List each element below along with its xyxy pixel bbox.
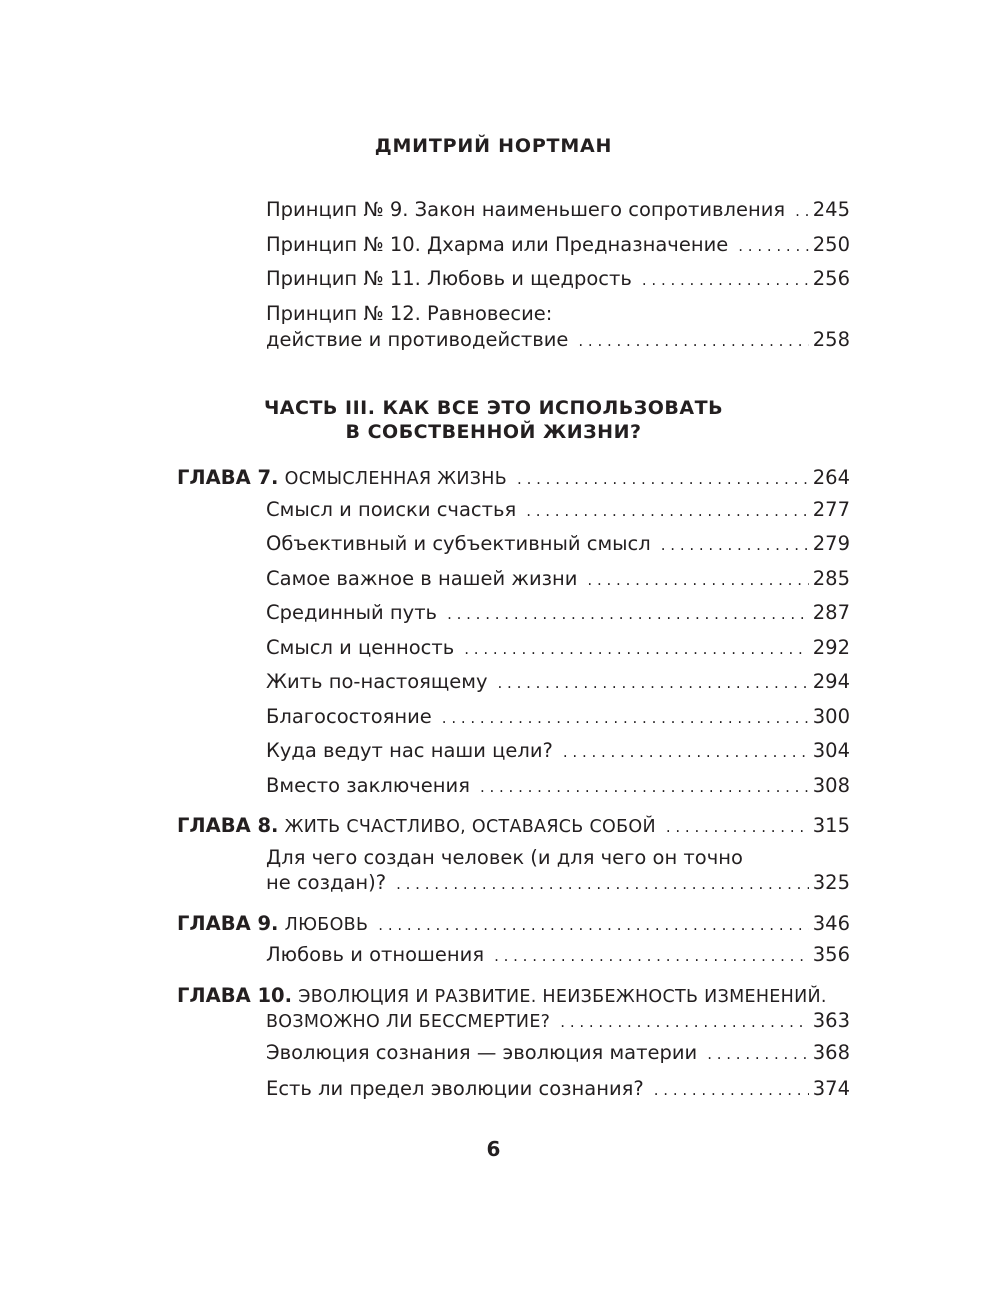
toc-chapter-line1	[177, 984, 827, 1009]
toc-entry-page: 245	[812, 198, 850, 221]
toc-entry-page: 277	[812, 498, 850, 521]
toc-entry-page: 308	[812, 774, 850, 797]
toc-entry[interactable]	[266, 943, 850, 968]
toc-chapter-entry[interactable]	[177, 814, 850, 839]
toc-entry[interactable]	[266, 267, 850, 292]
toc-entry-title-line1: Для чего создан человек (и для чего он точно	[266, 846, 743, 869]
chapter-title: ЛЮБОВЬ	[284, 915, 369, 935]
toc-chapter-entry[interactable]	[177, 912, 850, 937]
toc-entry[interactable]	[266, 233, 850, 258]
toc-entry[interactable]	[266, 774, 850, 799]
dot-leader	[447, 602, 809, 626]
dot-leader	[578, 329, 808, 353]
part-heading-line1: ЧАСТЬ III. КАК ВСЕ ЭТО ИСПОЛЬЗОВАТЬ	[263, 397, 724, 419]
toc-entry[interactable]	[266, 567, 850, 592]
toc-entry-title: Смысл и ценность	[266, 636, 455, 659]
toc-entry[interactable]	[266, 532, 850, 557]
dot-leader	[560, 1010, 808, 1034]
toc-entry[interactable]	[266, 705, 850, 730]
dot-leader	[642, 268, 809, 292]
toc-entry[interactable]	[266, 328, 850, 353]
toc-entry[interactable]	[266, 1077, 850, 1102]
toc-entry-title: Есть ли предел эволюции сознания?	[266, 1077, 644, 1100]
chapter-title: ЖИТЬ СЧАСТЛИВО, ОСТАВАЯСЬ СОБОЙ	[284, 817, 656, 837]
toc-entry-title: Вместо заключения	[266, 774, 470, 797]
dot-leader	[587, 568, 808, 592]
toc-entry-page: 294	[812, 670, 850, 693]
toc-entry-page: 300	[812, 705, 850, 728]
toc-entry-title: Принцип № 11. Любовь и щедрость	[266, 267, 632, 290]
toc-entry-title: не создан)?	[266, 871, 387, 894]
dot-leader	[654, 1078, 809, 1102]
toc-entry[interactable]	[266, 739, 850, 764]
toc-entry-page: 356	[812, 943, 850, 966]
toc-entry-page: 292	[812, 636, 850, 659]
chapter-label: ГЛАВА 10.	[177, 984, 293, 1007]
toc-entry-title: Принцип № 10. Дхарма или Предназначение	[266, 233, 729, 256]
chapter-title: ОСМЫСЛЕННАЯ ЖИЗНЬ	[284, 469, 508, 489]
toc-chapter-entry[interactable]	[177, 466, 850, 491]
toc-entry-title: Любовь и отношения	[266, 943, 485, 966]
dot-leader	[378, 913, 808, 937]
dot-leader	[464, 637, 809, 661]
dot-leader	[661, 533, 809, 557]
toc-chapter-entry[interactable]	[266, 1009, 850, 1034]
chapter-title: ВОЗМОЖНО ЛИ БЕССМЕРТИЕ?	[266, 1012, 551, 1032]
toc-entry-page: 285	[812, 567, 850, 590]
page-number: 6	[486, 1137, 501, 1161]
toc-entry-page: 264	[812, 466, 850, 489]
toc-entry-page: 374	[812, 1077, 850, 1100]
dot-leader	[498, 671, 809, 695]
toc-entry-title: Благосостояние	[266, 705, 432, 728]
dot-leader	[526, 499, 809, 523]
toc-entry[interactable]	[266, 670, 850, 695]
toc-entry[interactable]	[266, 498, 850, 523]
toc-entry-page: 304	[812, 739, 850, 762]
toc-entry[interactable]	[266, 601, 850, 626]
toc-entry-title: Самое важное в нашей жизни	[266, 567, 578, 590]
dot-leader	[707, 1042, 809, 1066]
toc-entry[interactable]	[266, 1041, 850, 1066]
toc-entry-page: 363	[812, 1009, 850, 1032]
toc-entry-title: Куда ведут нас наши цели?	[266, 739, 553, 762]
toc-entry-title: Смысл и поиски счастья	[266, 498, 517, 521]
toc-entry-page: 315	[812, 814, 850, 837]
chapter-title-line1: ЭВОЛЮЦИЯ И РАЗВИТИЕ. НЕИЗБЕЖНОСТЬ ИЗМЕНЕНИЙ.	[298, 987, 827, 1007]
toc-entry-page: 258	[812, 328, 850, 351]
toc-entry-title: Эволюция сознания — эволюция материи	[266, 1041, 698, 1064]
dot-leader	[494, 944, 809, 968]
toc-entry-title: Срединный путь	[266, 601, 438, 624]
dot-leader	[738, 234, 809, 258]
chapter-label: ГЛАВА 7.	[177, 466, 279, 489]
toc-entry-title: Принцип № 9. Закон наименьшего сопротивления	[266, 198, 786, 221]
dot-leader	[480, 775, 809, 799]
toc-entry[interactable]	[266, 636, 850, 661]
toc-entry-page: 256	[812, 267, 850, 290]
part-heading-line2: В СОБСТВЕННОЙ ЖИЗНИ?	[345, 421, 642, 443]
running-header-author: ДМИТРИЙ НОРТМАН	[374, 135, 613, 157]
toc-entry[interactable]	[266, 871, 850, 896]
dot-leader	[517, 467, 809, 491]
toc-entry[interactable]	[266, 198, 850, 223]
toc-entry-page: 325	[812, 871, 850, 894]
toc-entry-title: Жить по-настоящему	[266, 670, 488, 693]
toc-entry-page: 368	[812, 1041, 850, 1064]
chapter-label: ГЛАВА 8.	[177, 814, 279, 837]
toc-entry-page: 346	[812, 912, 850, 935]
toc-entry-title-line1: Принцип № 12. Равновесие:	[266, 302, 553, 325]
toc-entry-title: действие и противодействие	[266, 328, 569, 351]
toc-entry-page: 287	[812, 601, 850, 624]
dot-leader	[563, 740, 809, 764]
dot-leader	[666, 815, 809, 839]
dot-leader	[396, 872, 809, 896]
toc-entry-page: 279	[812, 532, 850, 555]
dot-leader	[795, 199, 809, 223]
chapter-label: ГЛАВА 9.	[177, 912, 279, 935]
toc-entry-page: 250	[812, 233, 850, 256]
dot-leader	[442, 706, 809, 730]
toc-entry-title: Объективный и субъективный смысл	[266, 532, 651, 555]
